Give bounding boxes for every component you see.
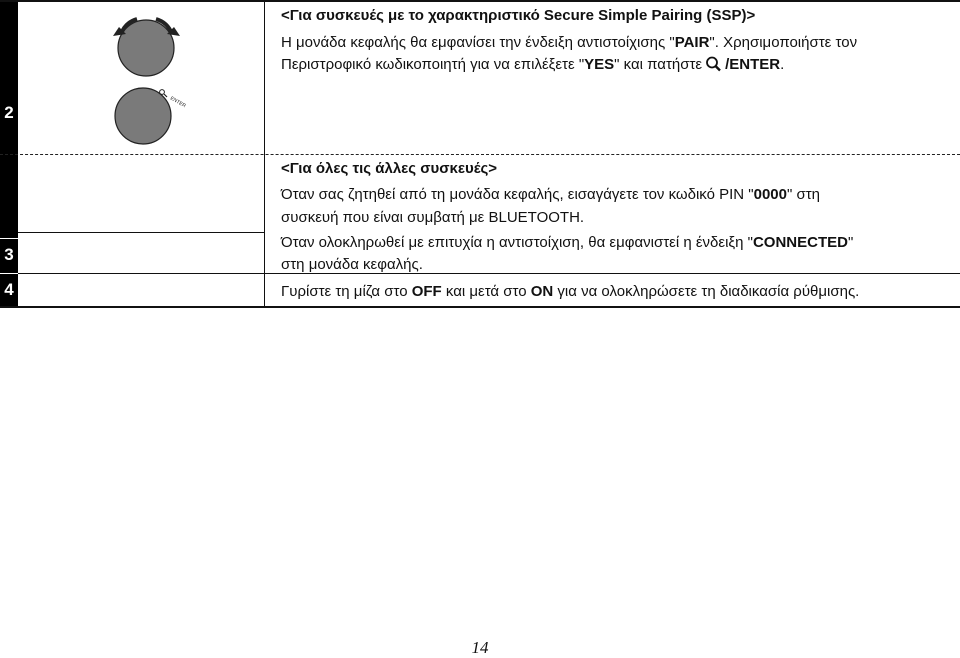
other-line-1-suffix: " στη: [787, 186, 821, 203]
bottom-rule: [0, 306, 960, 308]
step-3-line-1-text: Όταν ολοκληρωθεί με επιτυχία η αντιστοίχιση, θα εμφανιστεί η ένδειξη ": [281, 234, 753, 251]
ssp-line-1-suffix: ". Χρησιμοποιήστε τον: [709, 34, 858, 51]
other-line-1-text: Όταν σας ζητηθεί από τη μονάδα κεφαλής, εισαγάγετε τον κωδικό PIN ": [281, 186, 754, 203]
connected-label: CONNECTED: [752, 234, 848, 251]
search-icon: [705, 56, 723, 72]
ssp-heading: <Για συσκευές με το χαρακτηριστικό Secure Simple Pairing (SSP)>: [281, 7, 756, 24]
top-rule: [0, 0, 960, 2]
ssp-line-1: [281, 31, 857, 55]
enter-label: /ENTER: [725, 56, 781, 73]
row-separator: [18, 273, 960, 274]
step-2-number: 2: [4, 103, 14, 122]
step-4-text: Γυρίστε τη μίζα στο: [281, 283, 412, 300]
step-4-suffix: για να ολοκληρώσετε τη διαδικασία ρύθμισης.: [553, 283, 860, 300]
step-3-line-1-suffix: ": [847, 234, 854, 251]
pin-code: 0000: [753, 186, 787, 203]
ssp-line-1-text: Η μονάδα κεφαλής θα εμφανίσει την ένδειξη αντιστοίχισης ": [281, 34, 675, 51]
step-3-number: 3: [4, 245, 14, 264]
step-4-mid: και μετά στο: [441, 283, 531, 300]
dashed-separator: [0, 154, 960, 155]
other-line-2: συσκευή που είναι συμβατή με BLUETOOTH.: [281, 209, 585, 226]
rotary-knob-icon: [104, 12, 190, 78]
ssp-line-2-text: Περιστροφικό κωδικοποιητή για να επιλέξετε ": [281, 56, 585, 73]
pair-label: PAIR: [674, 34, 710, 51]
step-4-number: 4: [4, 280, 14, 299]
ssp-line-2-mid: " και πατήστε: [614, 56, 703, 73]
page-number: 14: [471, 638, 489, 657]
ssp-line-2-end: .: [780, 56, 785, 73]
step-3-line-2: στη μονάδα κεφαλής.: [281, 256, 423, 273]
on-label: ON: [530, 283, 554, 300]
off-label: OFF: [411, 283, 442, 300]
step-3-line-1: [281, 231, 853, 255]
other-line-1: [281, 183, 820, 207]
other-heading: <Για όλες τις άλλες συσκευές>: [281, 160, 498, 177]
step-4-line: [281, 280, 859, 304]
push-enter-knob-icon: [112, 86, 187, 146]
row-separator: [18, 232, 264, 233]
ssp-line-2: [281, 53, 784, 77]
knob-enter-label: ENTER: [169, 95, 187, 110]
yes-label: YES: [584, 56, 615, 73]
